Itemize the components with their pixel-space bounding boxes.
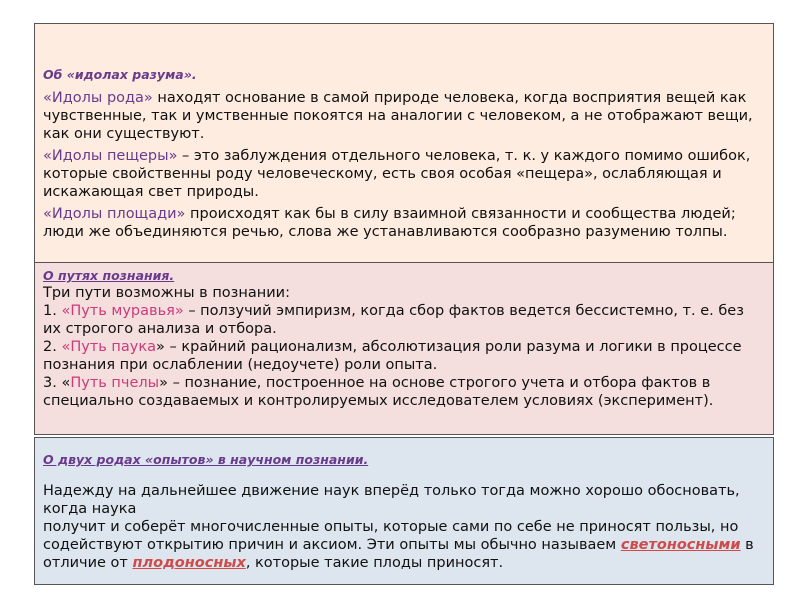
term-light-bearing: светоносными [620, 537, 741, 553]
path-bee-text: » – познание, построенное на основе строгого учета и отбора фактов в специально создаваемых и контролируемых исследователем условиях (эксперимент). [43, 375, 714, 409]
idol-market-name: «Идолы площади» [43, 206, 186, 222]
path-spider-item [43, 338, 765, 374]
experiments-mid: в отличие от [43, 537, 754, 571]
path-bee-name: Путь пчелы [70, 375, 160, 391]
path-ant-number: 1. [43, 303, 62, 319]
path-spider-text: » – крайний рационализм, абсолютизация роли разума и логики в процессе познания при ослаблении (недоучете) роли опыта. [43, 339, 742, 373]
path-bee-item [43, 374, 765, 410]
idol-market-text: происходят как бы в силу взаимной связанности и сообщества людей; люди же объединяются речью, слова же устанавливаются сообразно разумению толпы. [43, 206, 736, 240]
experiments-end: , которые такие плоды приносят. [245, 555, 504, 571]
experiments-line1: Надежду на дальнейшее движение наук вперёд только тогда можно хорошо обосновать, когда наука [43, 483, 740, 517]
idols-heading: Об «идолах разума». [43, 67, 197, 82]
idols-of-reason-box [34, 23, 774, 263]
experiments-heading: О двух родах «опытов» в научном познании. [43, 452, 369, 467]
path-ant-name: «Путь муравья» [61, 303, 184, 319]
idol-market-paragraph [43, 205, 765, 241]
idol-tribe-name: «Идолы рода» [43, 90, 153, 106]
paths-of-knowledge-box [34, 262, 774, 435]
idol-tribe-text: находят основание в самой природе человека, когда восприятия вещей как чувственные, так и умственные покоятся на аналогии с человеком, а не отображают вещи, как они существуют. [43, 90, 753, 142]
idol-tribe-paragraph [43, 89, 765, 143]
idol-cave-name: «Идолы пещеры» [43, 148, 178, 164]
idol-cave-paragraph [43, 147, 765, 201]
idol-cave-text: – это заблуждения отдельного человека, т. к. у каждого помимо ошибок, которые свойственны роду человеческому, есть своя особая «пещера», ослабляющая и искажающая свет природы. [43, 148, 751, 200]
path-spider-name: «Путь паука [61, 339, 157, 355]
paths-heading: О путях познания. [43, 268, 175, 283]
path-ant-item [43, 302, 765, 338]
path-ant-text: – ползучий эмпиризм, когда сбор фактов ведется бессистемно, т. е. без их строгого анализа и отбора. [43, 303, 744, 337]
experiments-paragraph [43, 518, 765, 572]
two-kinds-of-experiments-box [34, 437, 774, 585]
path-spider-number: 2. [43, 339, 62, 355]
experiments-line2: получит и соберёт многочисленные опыты, которые сами по себе не приносят пользы, но содействуют открытию причин и аксиом. Эти опыты мы обычно называем [43, 519, 739, 553]
term-fruit-bearing: плодоносных [132, 555, 246, 571]
path-bee-number: 3. « [43, 375, 71, 391]
paths-intro: Три пути возможны в познании: [43, 285, 290, 301]
